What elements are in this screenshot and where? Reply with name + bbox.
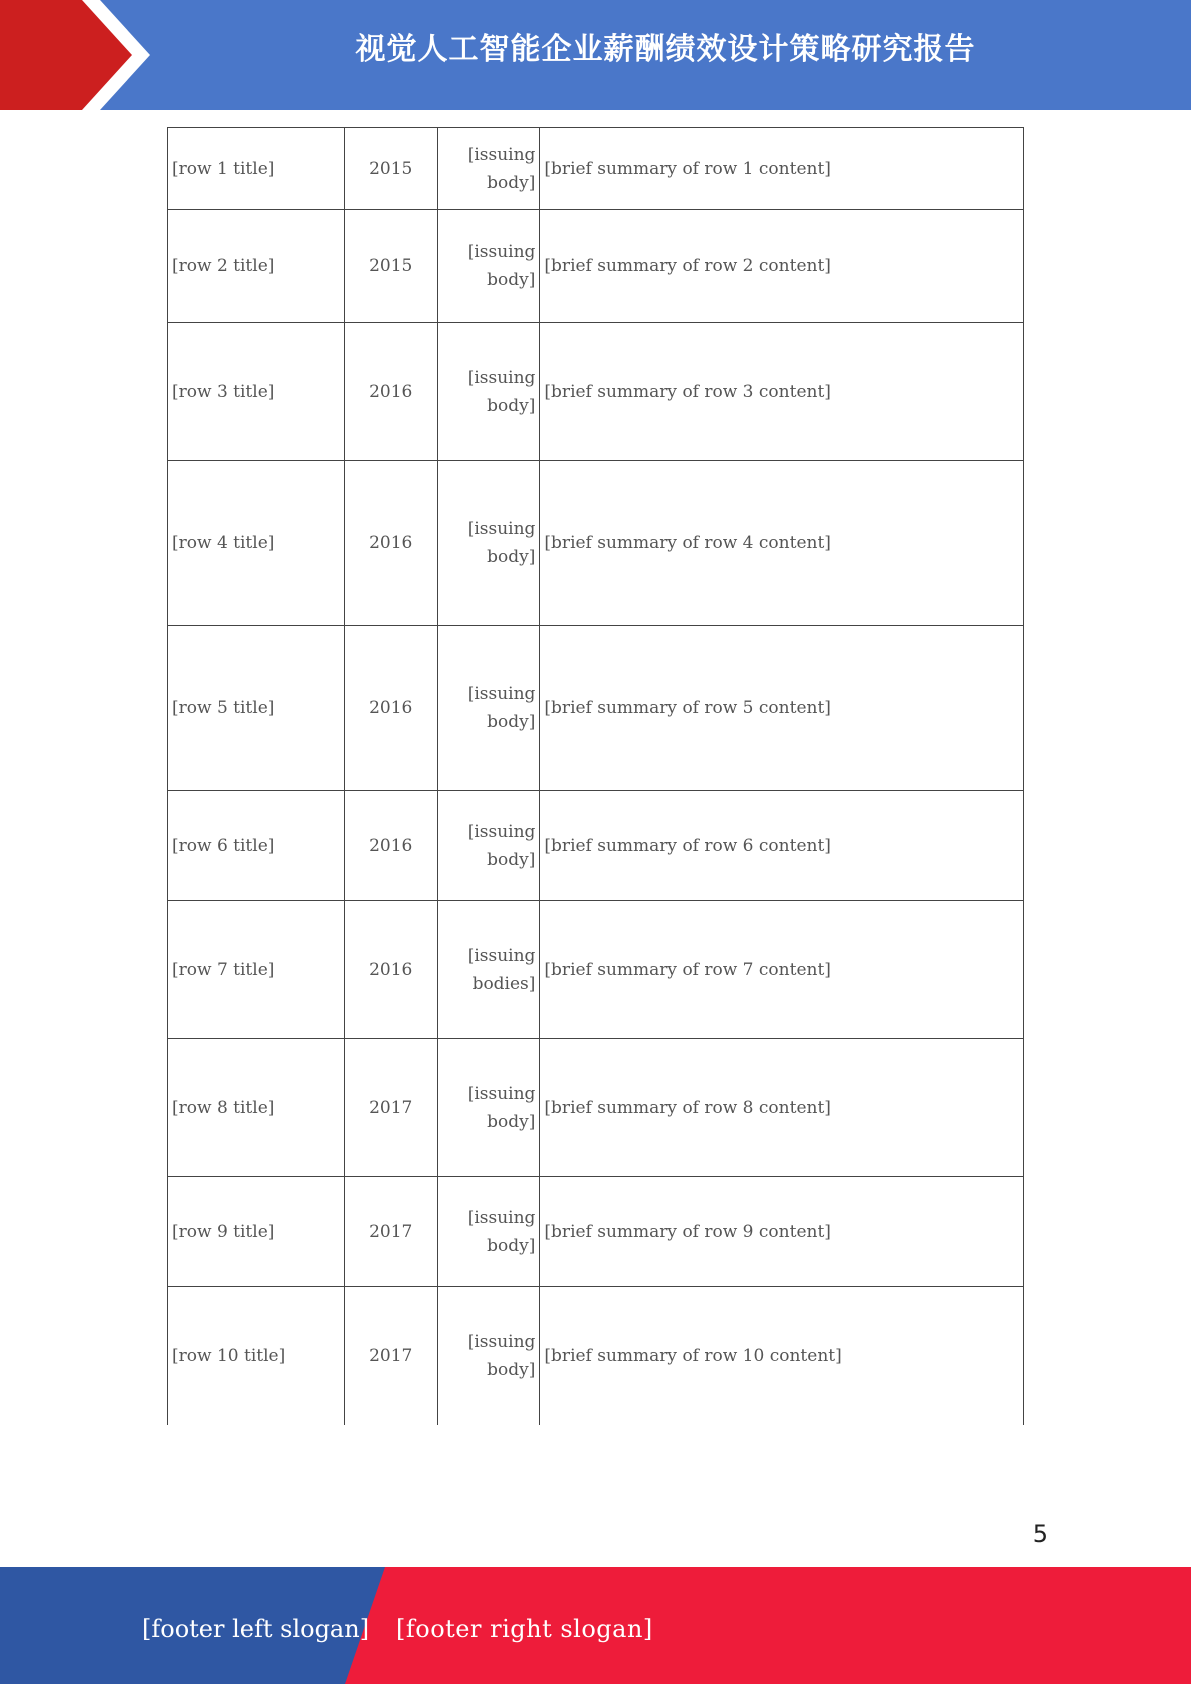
policy-summary-cell: [brief summary of row 5 content] [540, 626, 1024, 791]
policy-year-cell: 2017 [344, 1039, 437, 1177]
policy-summary-cell: [brief summary of row 2 content] [540, 210, 1024, 323]
policy-name-cell: [row 8 title] [168, 1039, 345, 1177]
table-row [168, 1177, 1024, 1287]
policy-name-cell: [row 2 title] [168, 210, 345, 323]
policy-name-cell: [row 1 title] [168, 128, 345, 210]
footer-left-text: [footer left slogan] [142, 1615, 370, 1643]
policy-summary-cell: [brief summary of row 10 content] [540, 1287, 1024, 1425]
table-row [168, 1039, 1024, 1177]
policy-year-cell: 2016 [344, 791, 437, 901]
table-row [168, 626, 1024, 791]
footer-right-text: [footer right slogan] [396, 1615, 653, 1643]
policy-table [167, 127, 1024, 1425]
policy-year-cell: 2017 [344, 1287, 437, 1425]
policy-name-cell: [row 6 title] [168, 791, 345, 901]
policy-year-cell: 2015 [344, 210, 437, 323]
policy-issuer-cell: [issuing body] [437, 323, 540, 461]
table-row [168, 791, 1024, 901]
policy-year-cell: 2016 [344, 901, 437, 1039]
policy-issuer-cell: [issuing body] [437, 210, 540, 323]
policy-name-cell: [row 3 title] [168, 323, 345, 461]
page-number: 5 [1032, 1520, 1048, 1548]
page-header [0, 0, 1191, 110]
policy-issuer-cell: [issuing body] [437, 1287, 540, 1425]
table-row [168, 461, 1024, 626]
header-chevron-icon [0, 0, 160, 110]
policy-summary-cell: [brief summary of row 6 content] [540, 791, 1024, 901]
policy-summary-cell: [brief summary of row 8 content] [540, 1039, 1024, 1177]
policy-year-cell: 2016 [344, 323, 437, 461]
policy-name-cell: [row 5 title] [168, 626, 345, 791]
policy-year-cell: 2016 [344, 461, 437, 626]
page-footer [0, 1567, 1191, 1684]
table-row [168, 1287, 1024, 1425]
policy-issuer-cell: [issuing body] [437, 461, 540, 626]
policy-year-cell: 2017 [344, 1177, 437, 1287]
policy-name-cell: [row 4 title] [168, 461, 345, 626]
policy-year-cell: 2016 [344, 626, 437, 791]
report-title: 视觉人工智能企业薪酬绩效设计策略研究报告 [355, 32, 976, 67]
table-row [168, 128, 1024, 210]
policy-issuer-cell: [issuing bodies] [437, 901, 540, 1039]
policy-name-cell: [row 10 title] [168, 1287, 345, 1425]
policy-issuer-cell: [issuing body] [437, 1177, 540, 1287]
policy-summary-cell: [brief summary of row 7 content] [540, 901, 1024, 1039]
policy-issuer-cell: [issuing body] [437, 626, 540, 791]
table-row [168, 210, 1024, 323]
table-row [168, 901, 1024, 1039]
policy-issuer-cell: [issuing body] [437, 1039, 540, 1177]
policy-year-cell: 2015 [344, 128, 437, 210]
policy-summary-cell: [brief summary of row 3 content] [540, 323, 1024, 461]
policy-summary-cell: [brief summary of row 4 content] [540, 461, 1024, 626]
table-row [168, 323, 1024, 461]
policy-summary-cell: [brief summary of row 9 content] [540, 1177, 1024, 1287]
policy-name-cell: [row 7 title] [168, 901, 345, 1039]
policy-summary-cell: [brief summary of row 1 content] [540, 128, 1024, 210]
policy-issuer-cell: [issuing body] [437, 128, 540, 210]
policy-name-cell: [row 9 title] [168, 1177, 345, 1287]
policy-issuer-cell: [issuing body] [437, 791, 540, 901]
